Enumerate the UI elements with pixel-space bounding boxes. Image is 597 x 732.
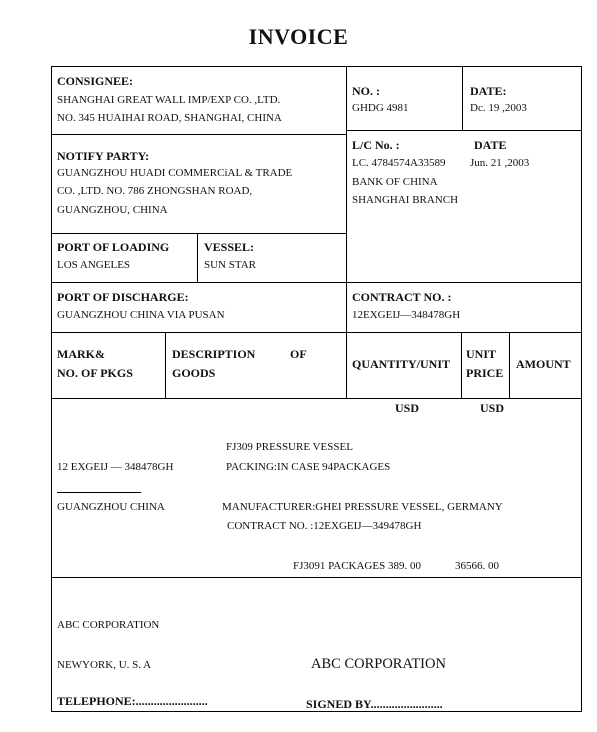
notify-line2: CO. ,LTD. NO. 786 ZHONGSHAN ROAD, [57,185,253,197]
notify-line1: GUANGZHOU HUADI COMMERCiAL & TRADE [57,167,293,179]
invoice-title: INVOICE [248,24,349,49]
rule-amount-vertical [509,332,510,398]
mark-place: GUANGZHOU CHINA [57,501,165,513]
signed-by-line: SIGNED BY........................ [306,697,443,711]
rule-mark-vertical [165,332,166,398]
date-value: Dc. 19 ,2003 [470,102,527,114]
lc-bank-line1: BANK OF CHINA [352,176,438,188]
rule-body-bottom [51,577,582,578]
consignee-line1: SHANGHAI GREAT WALL IMP/EXP CO. ,LTD. [57,94,281,106]
footer-company-large: ABC CORPORATION [311,656,446,672]
total-line: FJ3091 PACKAGES 389. 00 [293,560,421,572]
rule-header-bottom [51,398,582,399]
rule-notify-bottom [51,233,346,234]
vessel-value: SUN STAR [204,259,256,271]
header-amount: AMOUNT [516,357,571,371]
rule-unit-vertical [461,332,462,398]
mark-number: 12 EXGEIJ — 348478GH [57,461,174,473]
notify-line3: GUANGZHOU, CHINA [57,204,168,216]
currency-unit-price: USD [395,401,420,415]
body-contract-no: CONTRACT NO. :12EXGEIJ—349478GH [227,520,422,532]
discharge-value: GUANGZHOU CHINA VIA PUSAN [57,309,225,321]
loading-label: PORT OF LOADING [57,240,170,254]
telephone-line: TELEPHONE:........................ [57,694,208,708]
discharge-label: PORT OF DISCHARGE: [57,290,189,304]
vessel-label: VESSEL: [204,240,255,254]
date-label: DATE: [470,84,507,98]
lc-date-label: DATE [474,138,507,152]
rule-mark-underline [57,492,141,493]
consignee-label: CONSIGNEE: [57,74,134,88]
contract-label: CONTRACT NO. : [352,290,452,304]
header-mark-line2: NO. OF PKGS [57,366,133,380]
packing-text: PACKING:IN CASE 94PACKAGES [226,461,391,473]
rule-consignee-bottom [51,134,346,135]
rule-vessel-vertical [197,233,198,282]
rule-loading-bottom [51,282,582,283]
header-description-of: OF [290,347,307,361]
lc-bank-line2: SHANGHAI BRANCH [352,194,459,206]
rule-no-bottom [346,130,582,131]
notify-label: NOTIFY PARTY: [57,149,150,163]
rule-main-vertical [346,66,347,398]
total-amount: 36566. 00 [455,560,499,572]
header-mark-line1: MARK& [57,347,105,361]
header-unit-line1: UNIT [466,347,497,361]
currency-amount: USD [480,401,505,415]
no-label: NO. : [352,84,380,98]
header-description-line2: GOODS [172,366,216,380]
header-description-line1: DESCRIPTION [172,347,256,361]
lc-label: L/C No. : [352,138,400,152]
goods-name: FJ309 PRESSURE VESSEL [226,441,353,453]
manufacturer-text: MANUFACTURER:GHEI PRESSURE VESSEL, GERMANY [222,501,503,513]
contract-value: 12EXGEIJ—348478GH [352,309,461,321]
footer-company: ABC CORPORATION [57,619,160,631]
lc-value: LC. 4784574A33589 [352,157,446,169]
rule-date-vertical [462,66,463,130]
no-value: GHDG 4981 [352,102,409,114]
consignee-line2: NO. 345 HUAIHAI ROAD, SHANGHAI, CHINA [57,112,282,124]
rule-discharge-bottom [51,332,582,333]
footer-city: NEWYORK, U. S. A [57,659,152,671]
header-unit-line2: PRICE [466,366,504,380]
lc-date-value: Jun. 21 ,2003 [470,157,530,169]
loading-value: LOS ANGELES [57,259,131,271]
header-quantity: QUANTITY/UNIT [352,357,451,371]
